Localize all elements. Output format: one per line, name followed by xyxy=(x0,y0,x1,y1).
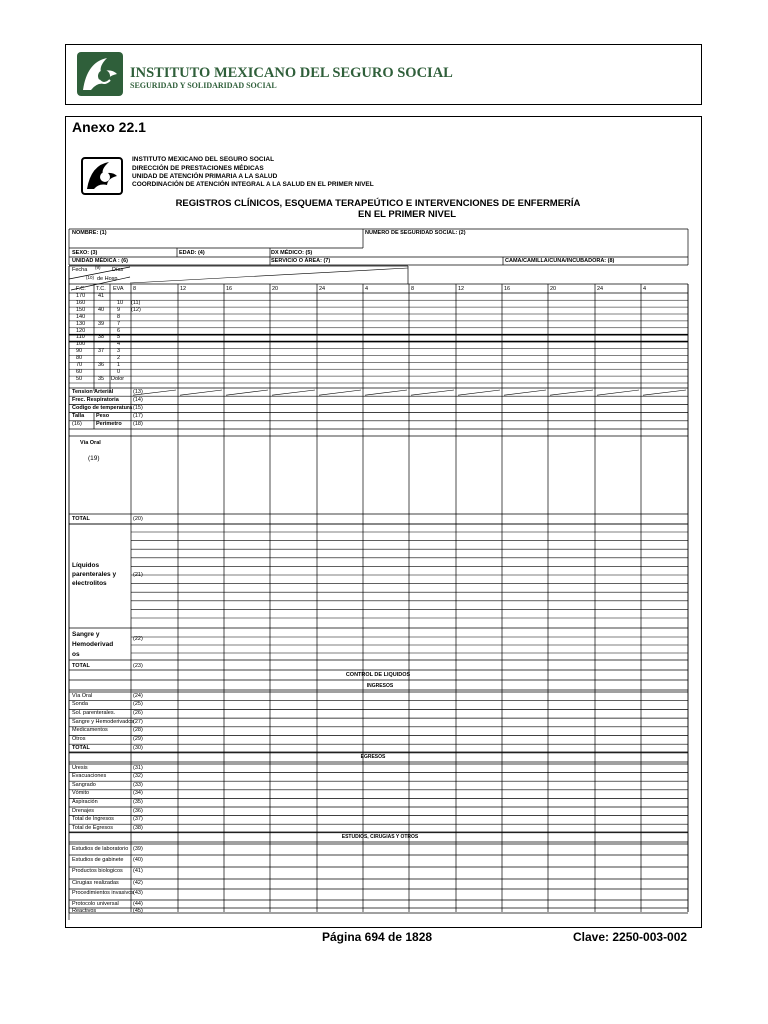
row-label: Total de Egresos xyxy=(72,824,113,831)
row-label: Sol. parenterales. xyxy=(72,709,116,716)
form-title-2: EN EL PRIMER NIVEL xyxy=(357,209,457,220)
row-num: (34) xyxy=(133,790,143,797)
grid-line xyxy=(597,390,639,395)
hour-header: 24 xyxy=(597,286,604,292)
row-label: Drenajes xyxy=(72,807,95,814)
eva-value: 7 xyxy=(117,320,121,327)
row-label: Otros xyxy=(72,736,86,742)
eva-value: 8 xyxy=(117,313,121,320)
hour-header: 16 xyxy=(504,286,511,292)
fc-value: 160 xyxy=(76,299,86,306)
grid-line xyxy=(319,390,361,395)
grid-line xyxy=(180,390,222,395)
row-label: Total de Ingresos xyxy=(72,816,114,823)
row-label: Sangre y Hemoderivados xyxy=(72,718,135,725)
eva-value: 9 xyxy=(117,306,121,313)
grid-line xyxy=(458,390,500,395)
dx-field[interactable]: DX MÉDICO: (5) xyxy=(271,250,313,256)
fc-value: 110 xyxy=(76,334,85,341)
measure-num: (13) xyxy=(133,388,143,395)
nss-field[interactable]: NUMERO DE SEGURIDAD SOCIAL: (2) xyxy=(365,230,466,236)
document-key: Clave: 2250-003-002 xyxy=(573,930,688,944)
hour-header: 20 xyxy=(550,286,557,292)
row-label: Reactivos xyxy=(72,908,97,914)
fecha-num: (9) xyxy=(95,265,101,270)
measure-label: Codigo de temperatura xyxy=(72,404,133,411)
institute-tagline: SEGURIDAD Y SOLIDARIDAD SOCIAL xyxy=(130,81,277,90)
eva-note: (11) xyxy=(131,299,141,306)
row-num: (25) xyxy=(133,701,143,708)
eva-value: 10 xyxy=(117,299,124,306)
fc-value: 80 xyxy=(76,355,83,362)
hour-header: 4 xyxy=(643,286,647,292)
measure-label: Talla xyxy=(72,413,85,420)
hour-header: 20 xyxy=(272,286,279,292)
measure-extra-num: (16) xyxy=(72,421,82,428)
col-tc: T.C. xyxy=(96,286,106,292)
row-label: Vómito xyxy=(72,790,90,797)
measure-num: (14) xyxy=(133,396,143,403)
col-fc: F.C. xyxy=(76,286,86,292)
hour-header: 24 xyxy=(319,286,326,292)
row-label: Estudios de gabinete xyxy=(72,857,124,863)
total-num-23: (23) xyxy=(133,663,143,669)
row-num: (40) xyxy=(133,857,143,863)
row-label: Medicamentos xyxy=(72,727,108,734)
row-num: (30) xyxy=(133,744,143,751)
hour-header: 8 xyxy=(411,286,415,292)
measure-label: Tension Arterial xyxy=(72,388,114,395)
fc-value: 150 xyxy=(76,306,86,313)
via-oral-label: Vía Oral xyxy=(80,440,101,446)
fc-value: 60 xyxy=(76,368,83,375)
hour-header: 16 xyxy=(226,286,233,292)
row-num: (35) xyxy=(133,798,143,805)
row-label: Uresis xyxy=(72,764,88,771)
edad-field[interactable]: EDAD: (4) xyxy=(179,250,205,256)
eva-note: (12) xyxy=(131,306,141,313)
col-eva: EVA xyxy=(113,286,124,292)
nombre-field[interactable]: NOMBRE: (1) xyxy=(72,230,107,236)
liquidos-num: (21) xyxy=(133,572,143,578)
row-label: Evacuaciones xyxy=(72,773,107,780)
hour-header: 4 xyxy=(365,286,369,292)
hour-header: 8 xyxy=(133,286,137,292)
org-line-1: INSTITUTO MEXICANO DEL SEGURO SOCIAL xyxy=(132,156,275,163)
measure-num: (15) xyxy=(133,404,143,411)
row-num: (33) xyxy=(133,781,143,788)
row-label: Productos biologicos xyxy=(72,868,123,874)
sangre-label-3: os xyxy=(72,651,80,658)
fc-value: 130 xyxy=(76,320,86,327)
row-label: Cirugias realizadas xyxy=(72,880,119,886)
org-line-4: COORDINACIÓN DE ATENCIÓN INTEGRAL A LA SALUD EN EL PRIMER NIVEL xyxy=(132,181,374,188)
grid-line xyxy=(504,390,546,395)
grid-line xyxy=(226,390,268,395)
sangre-label-2: Hemoderivad xyxy=(72,641,114,648)
grid-line xyxy=(365,390,407,395)
tc-value: 41 xyxy=(98,293,105,299)
row-num: (27) xyxy=(133,718,143,725)
eva-value: 4 xyxy=(117,341,121,348)
servicio-field[interactable]: SERVICIO O ÁREA: (7) xyxy=(271,258,331,264)
sexo-field[interactable]: SEXO: (3) xyxy=(72,250,98,256)
tc-value: 35 xyxy=(98,375,105,382)
eva-value: 3 xyxy=(117,348,121,355)
liquidos-label-1: Líquidos xyxy=(72,562,100,569)
form-title-1: REGISTROS CLÍNICOS, ESQUEMA TERAPEÚTICO E INTERVENCIONES DE ENFERMERÍA xyxy=(175,198,581,209)
dias-label: Días xyxy=(112,267,124,273)
row-num: (37) xyxy=(133,816,143,823)
fc-value: 90 xyxy=(76,348,83,355)
row-num: (31) xyxy=(133,764,143,771)
measure-extra: Perimetro xyxy=(96,421,122,428)
hour-header: 12 xyxy=(180,286,187,292)
row-label: Vía Oral xyxy=(72,692,93,699)
row-num: (44) xyxy=(133,901,143,907)
row-num: (32) xyxy=(133,773,143,780)
institute-name: INSTITUTO MEXICANO DEL SEGURO SOCIAL xyxy=(130,65,453,81)
row-num: (38) xyxy=(133,824,143,831)
row-num: (28) xyxy=(133,727,143,734)
row-num: (42) xyxy=(133,880,143,886)
hour-header: 12 xyxy=(458,286,465,292)
eva-value: Dolor xyxy=(111,375,125,382)
row-num: (43) xyxy=(133,890,143,896)
tc-value: 40 xyxy=(98,306,105,313)
row-num: (24) xyxy=(133,692,143,699)
eva-value: 2 xyxy=(117,355,121,362)
estudios-heading: ESTUDIOS, CIRUGIAS Y OTROS xyxy=(341,834,419,840)
fc-value: 140 xyxy=(76,313,86,320)
org-line-2: DIRECCIÓN DE PRESTACIONES MÉDICAS xyxy=(132,165,264,172)
measure-num: (17) xyxy=(133,413,143,420)
liquidos-label-3: electrolitos xyxy=(72,580,107,587)
control-heading: CONTROL DE LIQUIDOS xyxy=(345,672,411,678)
sangre-num: (22) xyxy=(133,636,143,642)
row-num: (36) xyxy=(133,807,143,814)
fecha-label: Fecha xyxy=(72,267,88,273)
fc-value: 170 xyxy=(76,293,86,299)
unidad-field[interactable]: UNIDAD MÉDICA : (6) xyxy=(72,258,129,264)
grid-line xyxy=(643,390,686,395)
hosp-label: de Hosp. xyxy=(97,276,120,282)
fc-value: 120 xyxy=(76,327,86,334)
eva-value: 0 xyxy=(117,368,121,375)
row-label: TOTAL xyxy=(72,744,90,751)
row-label: Sangrado xyxy=(72,781,96,788)
grid-line xyxy=(550,390,593,395)
dias-num: (10) xyxy=(86,275,95,280)
row-num: (41) xyxy=(133,868,143,874)
eva-value: 5 xyxy=(117,334,121,341)
eva-value: 1 xyxy=(117,362,121,368)
measure-extra: Peso xyxy=(96,413,110,420)
tc-value: 37 xyxy=(98,348,105,355)
total-num-20: (20) xyxy=(133,516,143,522)
eva-value: 6 xyxy=(117,327,121,334)
total-label-2: TOTAL xyxy=(72,663,90,669)
measure-num: (18) xyxy=(133,421,143,428)
fc-value: 70 xyxy=(76,362,83,368)
ingresos-heading: INGRESOS xyxy=(366,683,394,689)
sangre-label-1: Sangre y xyxy=(72,631,100,638)
org-line-3: UNIDAD DE ATENCIÓN PRIMARIA A LA SALUD xyxy=(132,173,278,180)
tc-value: 38 xyxy=(98,334,105,341)
egresos-heading: EGRESOS xyxy=(360,754,386,760)
total-label-1: TOTAL xyxy=(72,516,90,522)
row-label: Procedimientos invasivos xyxy=(72,890,135,896)
cama-field[interactable]: CAMA/CAMILLA/CUNA/INCUBADORA: (8) xyxy=(505,258,615,264)
row-label: Aspiración xyxy=(72,798,98,805)
tc-value: 39 xyxy=(98,320,105,327)
row-label: Protocolo universal xyxy=(72,901,119,907)
grid-line xyxy=(272,390,315,395)
via-oral-num: (19) xyxy=(88,455,100,462)
measure-label: Frec. Respiratoria xyxy=(72,396,119,403)
row-num: (29) xyxy=(133,736,143,742)
annex-title: Anexo 22.1 xyxy=(72,119,146,135)
fc-value: 50 xyxy=(76,375,83,382)
grid-line xyxy=(411,390,454,395)
grid-line xyxy=(130,268,408,283)
fc-value: 100 xyxy=(76,341,86,348)
row-num: (39) xyxy=(133,846,143,852)
row-num: (45) xyxy=(133,908,143,914)
row-label: Sonda xyxy=(72,701,88,708)
row-num: (26) xyxy=(133,709,143,716)
row-label: Estudios de laboratorio xyxy=(72,846,129,852)
tc-value: 36 xyxy=(98,362,105,368)
liquidos-label-2: parenterales y xyxy=(72,571,117,578)
page-number: Página 694 de 1828 xyxy=(322,930,433,944)
